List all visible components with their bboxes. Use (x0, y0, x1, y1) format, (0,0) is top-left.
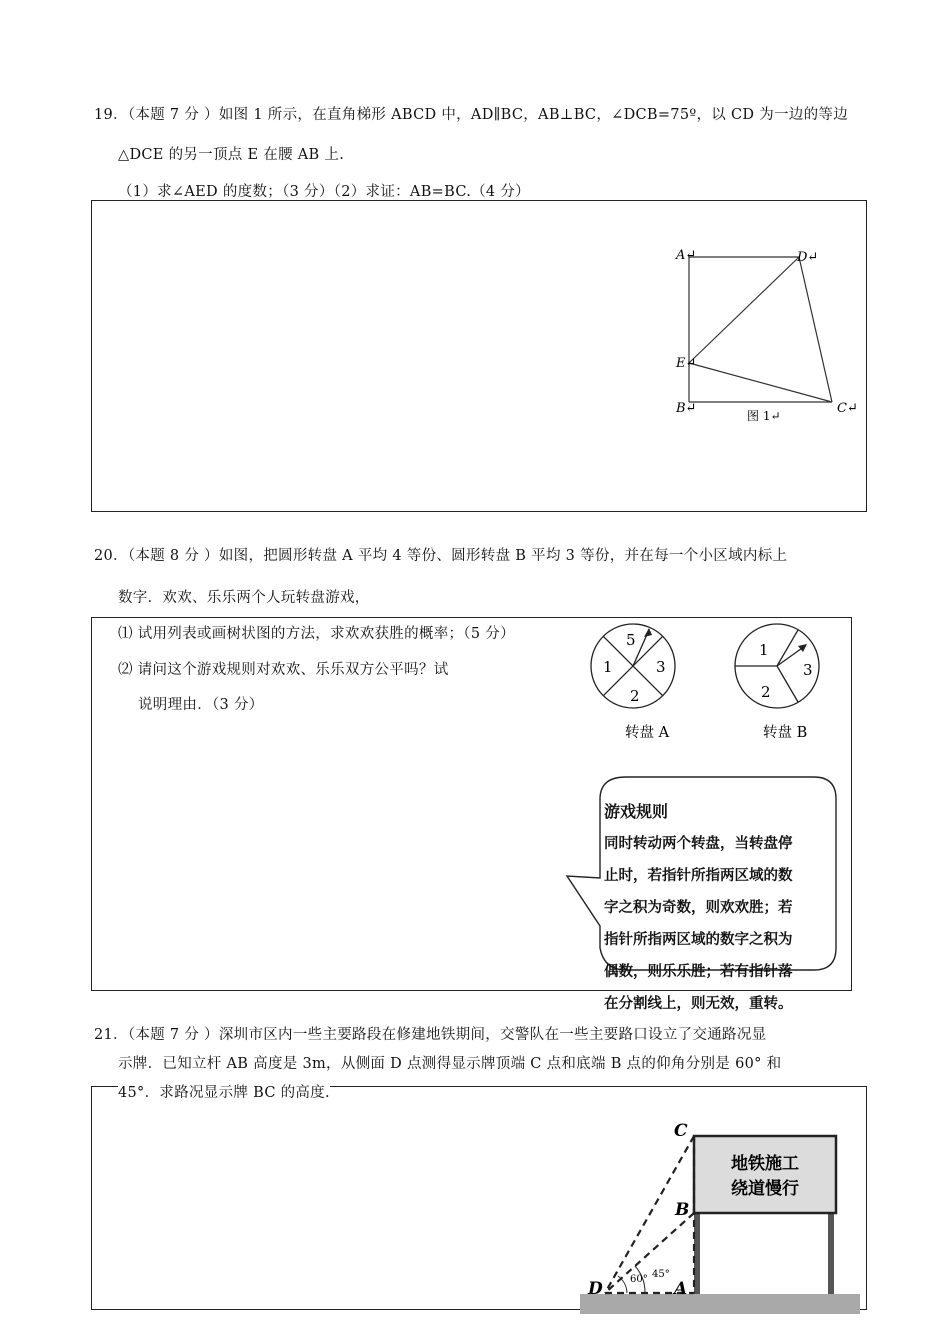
spinner-a (583, 618, 693, 748)
q21-line-2: 示牌．已知立杆 AB 高度是 3m，从侧面 D 点测得显示牌顶端 C 点和底端 B 点的仰角分别是 60° 和 (118, 1056, 782, 1072)
rules-line-1: 同时转动两个转盘，当转盘停 (604, 836, 793, 852)
spinner-b-number-1: 1 (759, 641, 769, 659)
ground (580, 1294, 860, 1314)
rules-line-3: 字之积为奇数，则欢欢胜；若 (604, 900, 793, 916)
q21-line-1: 21．（本题 7 分 ）深圳市区内一些主要路段在修建地铁期间，交警队在一些主要路口设立了交通路况显 (94, 1027, 767, 1043)
spinner-b-number-3: 3 (803, 661, 813, 679)
label-a: A (674, 1279, 688, 1299)
label-a: A↵ (676, 248, 697, 263)
rules-line-5: 偶数，则乐乐胜；若有指针落 (604, 964, 793, 980)
angle-45-label: 45° (652, 1269, 670, 1280)
q19-line-3: （1）求∠AED 的度数；（3 分）（2）求证：AB=BC.（4 分） (118, 184, 530, 200)
spinner-b (727, 618, 837, 748)
sign-board (694, 1136, 836, 1213)
spinner-a-caption: 转盘 A (625, 725, 670, 741)
label-d: D (588, 1279, 603, 1299)
figure-1-caption: 图 1↵ (747, 409, 781, 423)
label-b: B↵ (676, 401, 697, 416)
spinner-b-number-2: 2 (761, 683, 771, 701)
spinner-b-caption: 转盘 B (763, 725, 808, 741)
label-c: C↵ (837, 401, 858, 416)
q19-answer-box[interactable] (91, 200, 867, 512)
label-c: C (674, 1121, 688, 1141)
q20-sub-3: 说明理由．（3 分） (138, 697, 264, 713)
q19-line-1: 19．（本题 7 分 ）如图 1 所示，在直角梯形 ABCD 中，AD∥BC，AB⊥BC，∠DCB=75º，以 CD 为一边的等边 (94, 107, 849, 123)
segment-ec (689, 363, 832, 402)
sign-text-1: 地铁施工 (731, 1154, 799, 1174)
q21-line-3: 45°．求路况显示牌 BC 的高度. (118, 1081, 330, 1102)
q19-figure-trapezoid (92, 201, 868, 513)
q20-line-1: 20．（本题 8 分 ）如图，把圆形转盘 A 平均 4 等份、圆形转盘 B 平均 3 等份，并在每一个小区域内标上 (94, 548, 788, 564)
rules-line-4: 指针所指两区域的数字之积为 (604, 932, 793, 948)
label-d: D↵ (797, 250, 819, 265)
q21-figure-sign (570, 1118, 870, 1318)
q20-sub-1: ⑴ 试用列表或画树状图的方法，求欢欢获胜的概率；（5 分） (118, 626, 515, 642)
sign-post-right (828, 1213, 834, 1294)
spinner-a-number-2: 2 (630, 687, 640, 705)
q20-line-2: 数字．欢欢、乐乐两个人玩转盘游戏， (118, 590, 370, 606)
sign-text-2: 绕道慢行 (731, 1179, 799, 1199)
rules-line-6: 在分割线上，则无效，重转。 (604, 996, 793, 1012)
q19-line-2: △DCE 的另一顶点 E 在腰 AB 上. (118, 147, 345, 163)
rules-line-2: 止时，若指针所指两区域的数 (604, 868, 793, 884)
segment-dc (799, 257, 832, 402)
label-b: B (675, 1200, 690, 1220)
spinner-a-number-5: 5 (626, 631, 636, 649)
label-e: E↵ (676, 356, 697, 371)
q20-sub-2: ⑵ 请问这个游戏规则对欢欢、乐乐双方公平吗？试 (118, 662, 449, 678)
segment-ed (689, 257, 799, 363)
spinner-a-number-3: 3 (656, 658, 666, 676)
spinner-a-number-1: 1 (603, 658, 613, 676)
angle-60-label: 60° (630, 1274, 648, 1285)
rules-title: 游戏规则 (604, 802, 669, 821)
